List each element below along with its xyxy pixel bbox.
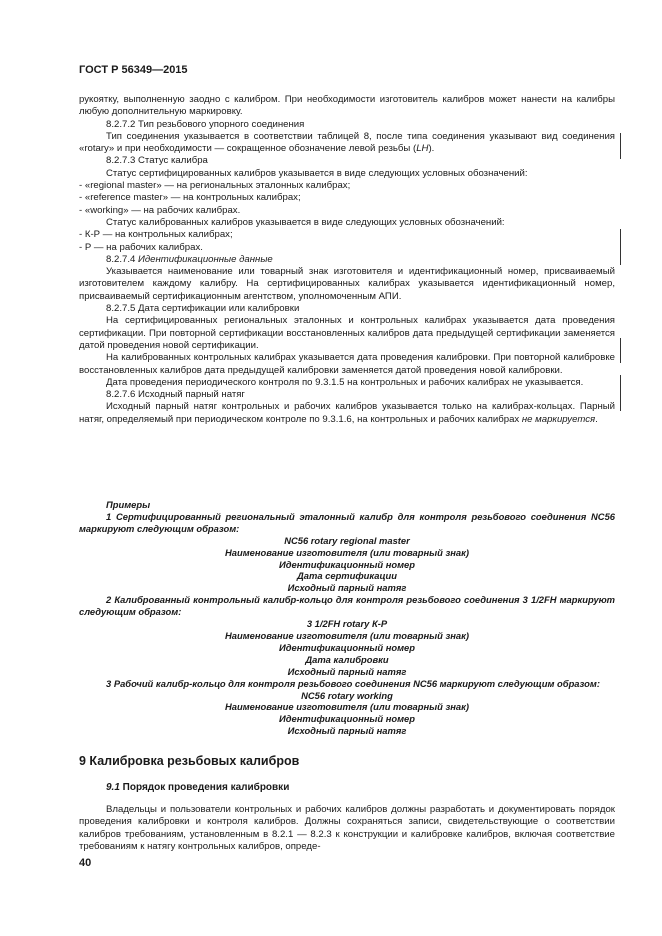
list-item: - «reference master» — на контрольных калибрах; [79, 192, 301, 204]
examples-block [79, 499, 615, 737]
list-item: - «working» — на рабочих калибрах. [79, 204, 241, 216]
paragraph: Исходный парный натяг контрольных и рабочих калибров указывается только на калибрах-кольцах. Парный натяг, определяемый при периодическом контроле по 9.3.1.6, на контрольных и рабочих калибрах не маркируется. [79, 401, 615, 425]
marking-line: Исходный парный натяг [287, 665, 407, 677]
paragraph: Тип соединения указывается в соответствии таблицей 8, после типа соединения указывают вид соединения «rotary» и при необходимости — сокращенное обозначение левой резьбы (LH). [79, 130, 615, 155]
subsection-heading: 9.1 Порядок проведения калибровки [106, 782, 290, 793]
page-number: 40 [79, 857, 92, 869]
marking-line: NC56 rotary working [301, 689, 393, 701]
marking-line: Наименование изготовителя (или товарный знак) [224, 701, 469, 713]
marking-line: Идентификационный номер [278, 713, 415, 725]
list-item: - Р — на рабочих калибрах. [79, 241, 203, 253]
paragraph: Статус сертифицированных калибров указывается в виде следующих условных обозначений: [106, 167, 528, 179]
example-2: 2 Калиброванный контрольный калибр-кольцо для контроля резьбового соединения 3 1/2FH маркируют следующим образом: [79, 594, 615, 618]
marking-line: Наименование изготовителя (или товарный знак) [224, 546, 469, 558]
examples-title: Примеры [106, 499, 151, 510]
marking-line: Исходный парный натяг [287, 582, 407, 594]
revision-bar [620, 229, 621, 265]
clause-heading: 8.2.7.3 Статус калибра [106, 155, 208, 167]
clause-heading: 8.2.7.6 Исходный парный натяг [106, 389, 245, 401]
clause-heading: 8.2.7.5 Дата сертификации или калибровки [106, 303, 300, 315]
clause-heading: 8.2.7.2 Тип резьбового упорного соединения [106, 118, 305, 130]
paragraph: Владельцы и пользователи контрольных и рабочих калибров должны разработать и документировать порядок проведения калибровки и контроля калибров. Должны сохраняться записи, свидетельствующие о соответствии калибров требованиям, установленным в 8.2.1 — 8.2.3 к конструкции и калибровке калибров, включая соответствие требованиям к натягу контрольных калибров, опреде- [79, 804, 615, 852]
paragraph: Указывается наименование или товарный знак изготовителя и идентификационный номер, присваиваемый изготовителем каждому калибру. На сертифицированных калибрах указывается идентификационный номер, присваиваемый сертификационным агентством, уполномоченным АПИ. [79, 266, 615, 302]
revision-bar [620, 375, 621, 411]
list-item: - К-Р — на контрольных калибрах; [79, 229, 233, 241]
example-1: 1 Сертифицированный региональный эталонный калибр для контроля резьбового соединения NC56 маркируют следующим образом: [79, 510, 615, 534]
marking-line: Идентификационный номер [278, 558, 415, 570]
clause-heading: 8.2.7.4 Идентификационные данные [106, 253, 273, 265]
revision-bar [620, 133, 621, 159]
marking-line: Исходный парный натяг [287, 725, 407, 737]
marking-line: Идентификационный номер [278, 641, 415, 653]
marking-line: Дата калибровки [305, 653, 389, 665]
section-heading: 9 Калибровка резьбовых калибров [79, 754, 300, 768]
paragraph: На сертифицированных региональных эталонных и контрольных калибрах указывается дата проведения сертификации. При повторной сертификации восстановленных калибров дата предыдущей сертификации заменяется датой проведения новой сертификации. [79, 315, 615, 351]
paragraph: рукоятку, выполненную заодно с калибром. При необходимости изготовитель калибров может нанести на калибры любую дополнительную маркировку. [79, 94, 615, 118]
list-item: - «regional master» — на региональных эталонных калибрах; [79, 180, 351, 192]
paragraph: Дата проведения периодического контроля по 9.3.1.5 на контрольных и рабочих калибрах не указывается. [106, 376, 584, 388]
body-text-block [79, 94, 615, 426]
paragraph: На калиброванных контрольных калибрах указывается дата проведения калибровки. При повторной калибровке восстановленных калибров дата предыдущей калибровки заменяется датой проведения новой калибровки. [79, 352, 615, 376]
marking-line: Наименование изготовителя (или товарный знак) [224, 629, 469, 641]
marking-line: NC56 rotary regional master [284, 534, 410, 546]
marking-line: 3 1/2FH rotary К-Р [306, 618, 388, 630]
section-text-block [79, 804, 615, 853]
document-header: ГОСТ Р 56349—2015 [79, 64, 188, 76]
marking-line: Дата сертификации [297, 570, 397, 582]
example-3: 3 Рабочий калибр-кольцо для контроля резьбового соединения NC56 маркируют следующим образом: [106, 677, 600, 689]
revision-bar [620, 338, 621, 363]
paragraph: Статус калиброванных калибров указывается в виде следующих условных обозначений: [106, 216, 505, 228]
